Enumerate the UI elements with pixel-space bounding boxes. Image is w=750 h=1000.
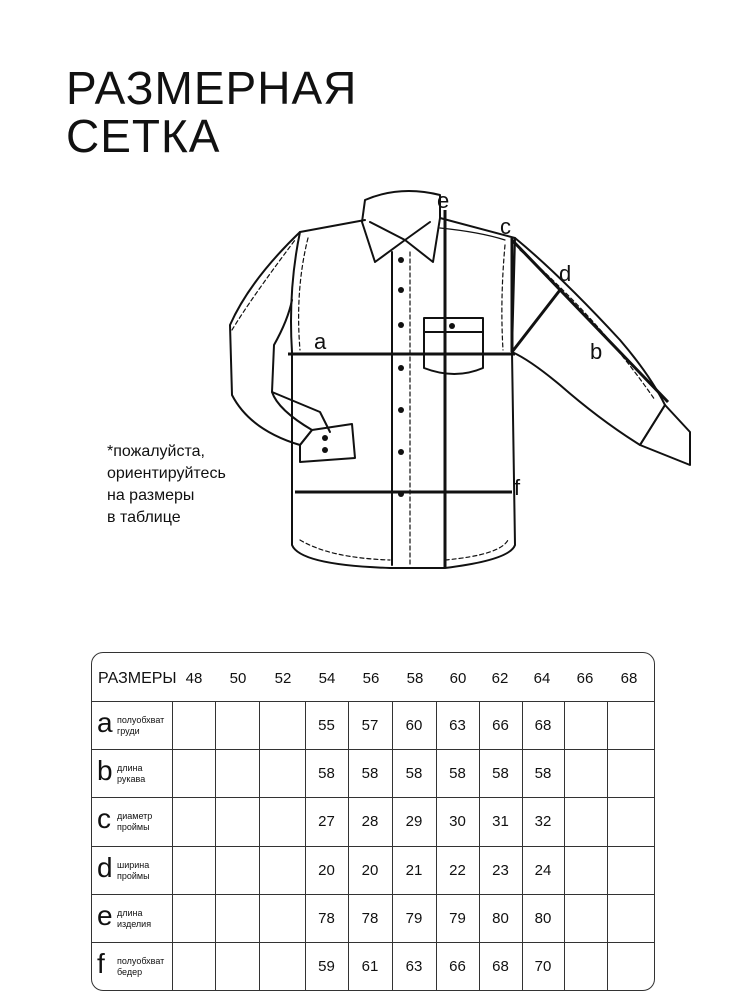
table-cell: 80 [534,909,552,927]
table-cell: 28 [361,813,379,831]
measure-label-a: a [314,329,327,354]
table-header [92,653,654,701]
row-description-line-1: длина [117,907,143,918]
row-description-line-2: изделия [117,918,152,929]
right-cuff [640,405,690,465]
table-cell: 60 [405,717,423,734]
table-cell [259,894,305,943]
table-cell: 30 [449,813,466,831]
size-header-54: 54 [318,670,336,687]
row-description [117,811,152,833]
table-cell: 63 [449,717,466,734]
table-cell: 31 [492,813,509,831]
note-line-4: в таблице [107,509,181,526]
table-cell [564,701,607,750]
row-description-line-2: проймы [117,822,150,833]
table-cell: 68 [534,717,552,734]
row-description [117,763,145,785]
size-header-62: 62 [491,670,509,687]
table-cell [172,846,215,895]
table-cell: 20 [361,861,379,879]
table-cell [607,894,654,943]
table-cell: 78 [318,909,335,927]
row-letter: f [97,948,105,979]
table-cell [215,749,259,798]
table-cell: 55 [318,717,335,734]
title-line-1: РАЗМЕРНАЯ [66,62,358,114]
table-cell [564,749,607,798]
sizes-header-label: РАЗМЕРЫ [98,670,177,687]
row-description-line-1: длина [117,763,143,774]
table-cell [607,846,654,895]
row-letter: e [97,899,113,931]
table-cell [172,894,215,943]
size-header-52: 52 [274,670,292,687]
table-cell [564,942,607,991]
row-description [117,860,150,882]
table-row-d [92,846,654,895]
table-cell: 66 [449,958,466,975]
table-cell [564,846,607,895]
table-cell: 57 [361,717,379,734]
table-cell [607,797,654,846]
shirt-body-outline [291,214,515,568]
table-cell: 58 [492,765,509,783]
table-cell [259,797,305,846]
table-cell: 58 [361,765,379,783]
row-description [117,715,164,737]
measure-label-f: f [514,475,521,500]
row-description-line-2: бедер [117,967,143,977]
note-line-1: *пожалуйста, [107,443,205,460]
table-cell [215,846,259,895]
table-row-f [92,942,654,991]
table-cell [215,942,259,991]
table-cell [172,749,215,798]
table-cell: 61 [361,958,379,975]
table-cell: 78 [361,909,379,927]
table-cell: 70 [534,958,552,975]
table-cell [172,701,215,750]
row-description-line-2: груди [117,726,140,736]
measure-label-d: d [559,261,572,286]
size-note [107,441,226,529]
size-header-48: 48 [185,670,203,687]
table-cell: 32 [534,813,552,831]
table-cell [607,701,654,750]
buttons [322,257,455,497]
table-cell: 58 [449,765,466,783]
table-cell: 68 [492,958,509,975]
row-description-line-1: диаметр [117,811,153,822]
measure-label-c: c [500,214,511,239]
table-cell: 59 [318,958,335,975]
measure-label-e: e [437,188,450,213]
size-header-68: 68 [620,670,638,687]
row-letter: c [97,803,111,835]
size-header-66: 66 [576,670,594,687]
table-row-a [92,701,654,750]
row-description-line-2: проймы [117,870,150,881]
table-cell: 22 [449,861,466,879]
collar [362,191,440,262]
row-letter: b [97,755,113,787]
table-cell: 58 [534,765,552,783]
table-cell [172,942,215,991]
table-cell: 29 [405,813,423,831]
row-description-line-1: ширина [117,859,150,870]
table-cell [259,749,305,798]
table-row-c [92,797,654,846]
table-cell [564,894,607,943]
size-header-56: 56 [362,670,380,687]
table-cell [172,797,215,846]
table-cell [564,797,607,846]
table-cell: 79 [449,909,466,927]
table-cell [215,701,259,750]
size-header-58: 58 [406,670,424,687]
measure-line-d [512,290,560,352]
table-row-b [92,749,654,798]
note-line-2: ориентируйтесь [107,465,226,482]
table-cell [215,797,259,846]
table-cell [259,701,305,750]
row-description-line-2: рукава [117,774,146,785]
table-row-e [92,894,654,943]
table-cell [259,942,305,991]
table-cell [259,846,305,895]
table-cell [607,942,654,991]
row-description-line-1: полуобхват [117,715,165,725]
table-cell: 79 [405,909,423,927]
left-cuff [300,424,355,462]
row-letter: d [97,851,113,883]
table-cell [215,894,259,943]
table-cell: 58 [318,765,335,783]
table-cell: 80 [492,909,509,927]
row-description-line-1: полуобхват [117,956,165,966]
table-cell: 66 [492,717,509,734]
table-cell: 21 [405,861,423,879]
size-header-64: 64 [533,670,551,687]
table-cell [607,749,654,798]
row-description [117,956,164,978]
size-table [91,652,655,991]
measure-label-b: b [590,339,603,364]
table-cell: 27 [318,813,335,831]
row-description [117,908,151,930]
table-cell: 24 [534,861,552,879]
size-header-50: 50 [229,670,247,687]
table-cell: 63 [405,958,423,975]
table-cell: 20 [318,861,335,879]
row-letter: a [97,707,113,738]
note-line-3: на размеры [107,487,195,504]
right-sleeve [512,238,665,445]
table-cell: 23 [492,861,509,879]
title-line-2: СЕТКА [66,110,221,162]
size-header-60: 60 [449,670,467,687]
table-cell: 58 [405,765,423,783]
